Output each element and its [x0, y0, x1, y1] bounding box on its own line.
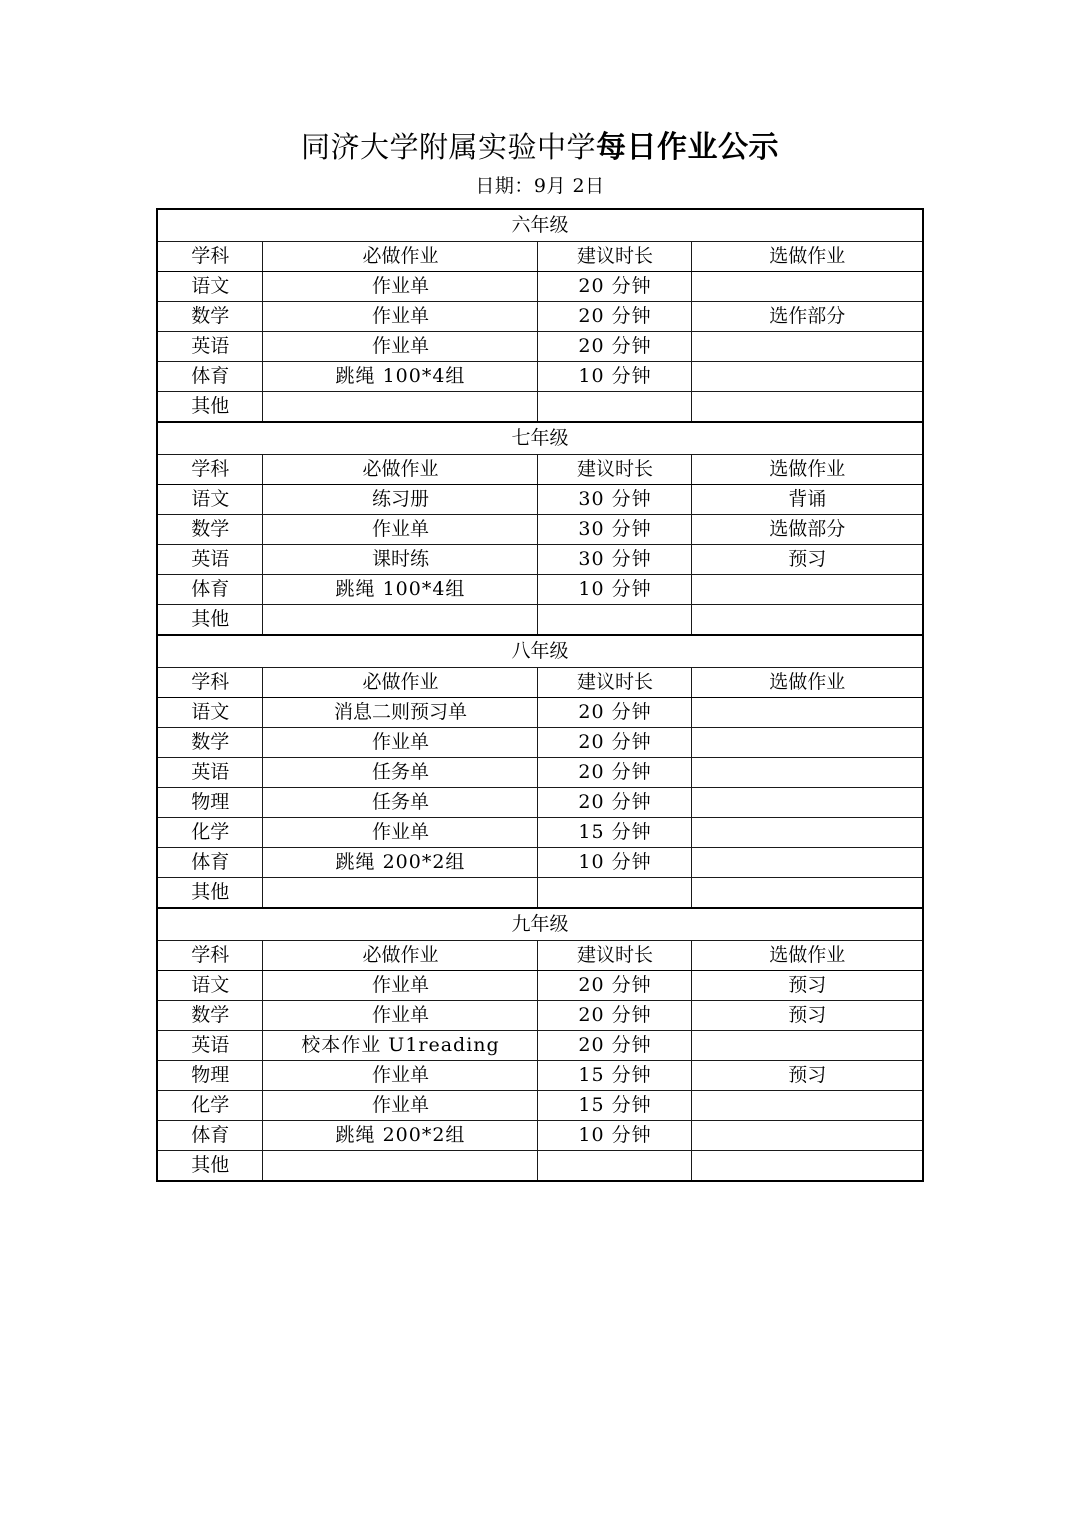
optional-homework-cell — [692, 1151, 923, 1182]
duration-cell: 30 分钟 — [538, 485, 692, 515]
column-header-cell: 选做作业 — [692, 455, 923, 485]
table-row — [157, 788, 923, 818]
table-row — [157, 605, 923, 636]
column-header-cell: 必做作业 — [263, 455, 538, 485]
subject-cell: 英语 — [157, 332, 263, 362]
subject-cell: 数学 — [157, 1001, 263, 1031]
required-homework-cell: 作业单 — [263, 1091, 538, 1121]
required-homework-cell: 作业单 — [263, 728, 538, 758]
table-row — [157, 728, 923, 758]
table-row — [157, 1091, 923, 1121]
required-homework-cell — [263, 878, 538, 909]
column-header-row — [157, 941, 923, 971]
required-homework-cell: 任务单 — [263, 788, 538, 818]
grade-section-header — [157, 209, 923, 242]
optional-homework-cell: 预习 — [692, 1061, 923, 1091]
subject-cell: 数学 — [157, 302, 263, 332]
column-header-row — [157, 455, 923, 485]
required-homework-cell: 跳绳 100*4组 — [263, 362, 538, 392]
subject-cell: 语文 — [157, 698, 263, 728]
duration-cell: 10 分钟 — [538, 362, 692, 392]
table-row — [157, 878, 923, 909]
duration-cell — [538, 392, 692, 423]
column-header-row — [157, 242, 923, 272]
grade-section-header — [157, 422, 923, 455]
subject-cell: 英语 — [157, 1031, 263, 1061]
column-header-cell: 建议时长 — [538, 455, 692, 485]
required-homework-cell: 任务单 — [263, 758, 538, 788]
required-homework-cell — [263, 605, 538, 636]
subject-cell: 物理 — [157, 788, 263, 818]
subject-cell: 语文 — [157, 272, 263, 302]
required-homework-cell: 消息二则预习单 — [263, 698, 538, 728]
duration-cell: 20 分钟 — [538, 728, 692, 758]
grade-label: 六年级 — [157, 209, 923, 242]
table-row — [157, 392, 923, 423]
optional-homework-cell — [692, 1091, 923, 1121]
grade-section-header — [157, 908, 923, 941]
column-header-cell: 选做作业 — [692, 668, 923, 698]
subject-cell: 其他 — [157, 1151, 263, 1182]
column-header-cell: 建议时长 — [538, 941, 692, 971]
column-header-cell: 必做作业 — [263, 242, 538, 272]
table-row — [157, 818, 923, 848]
table-row — [157, 545, 923, 575]
table-row — [157, 848, 923, 878]
subject-cell: 体育 — [157, 362, 263, 392]
column-header-row — [157, 668, 923, 698]
duration-cell: 15 分钟 — [538, 1091, 692, 1121]
duration-cell: 10 分钟 — [538, 575, 692, 605]
table-row — [157, 362, 923, 392]
homework-table-body — [157, 209, 923, 1181]
optional-homework-cell — [692, 818, 923, 848]
page-title-tail: 每日作业公示 — [596, 130, 779, 165]
optional-homework-cell — [692, 1121, 923, 1151]
table-row — [157, 698, 923, 728]
required-homework-cell: 作业单 — [263, 818, 538, 848]
subject-cell: 英语 — [157, 545, 263, 575]
column-header-cell: 学科 — [157, 242, 263, 272]
homework-table — [156, 208, 924, 1182]
optional-homework-cell — [692, 698, 923, 728]
column-header-cell: 建议时长 — [538, 242, 692, 272]
table-row — [157, 1001, 923, 1031]
subject-cell: 英语 — [157, 758, 263, 788]
optional-homework-cell — [692, 272, 923, 302]
required-homework-cell: 作业单 — [263, 272, 538, 302]
duration-cell: 10 分钟 — [538, 1121, 692, 1151]
required-homework-cell: 作业单 — [263, 515, 538, 545]
column-header-cell: 学科 — [157, 668, 263, 698]
table-row — [157, 1121, 923, 1151]
duration-cell: 15 分钟 — [538, 818, 692, 848]
duration-cell: 30 分钟 — [538, 515, 692, 545]
required-homework-cell: 跳绳 200*2组 — [263, 848, 538, 878]
subject-cell: 体育 — [157, 1121, 263, 1151]
optional-homework-cell: 预习 — [692, 971, 923, 1001]
subject-cell: 化学 — [157, 1091, 263, 1121]
subject-cell: 语文 — [157, 485, 263, 515]
optional-homework-cell — [692, 878, 923, 909]
optional-homework-cell — [692, 758, 923, 788]
required-homework-cell: 校本作业 U1reading — [263, 1031, 538, 1061]
table-row — [157, 515, 923, 545]
optional-homework-cell: 选作部分 — [692, 302, 923, 332]
optional-homework-cell — [692, 1031, 923, 1061]
required-homework-cell — [263, 392, 538, 423]
duration-cell: 20 分钟 — [538, 698, 692, 728]
required-homework-cell: 作业单 — [263, 971, 538, 1001]
table-row — [157, 1061, 923, 1091]
duration-cell: 20 分钟 — [538, 788, 692, 818]
homework-table-wrap — [0, 208, 1080, 1182]
duration-cell: 20 分钟 — [538, 758, 692, 788]
subject-cell: 其他 — [157, 878, 263, 909]
optional-homework-cell — [692, 728, 923, 758]
table-row — [157, 272, 923, 302]
duration-cell: 20 分钟 — [538, 302, 692, 332]
table-row — [157, 575, 923, 605]
subject-cell: 数学 — [157, 728, 263, 758]
optional-homework-cell: 选做部分 — [692, 515, 923, 545]
duration-cell — [538, 605, 692, 636]
column-header-cell: 学科 — [157, 941, 263, 971]
subject-cell: 数学 — [157, 515, 263, 545]
subject-cell: 体育 — [157, 848, 263, 878]
page-title-lead: 同济大学附属实验中学 — [300, 130, 596, 164]
optional-homework-cell: 预习 — [692, 1001, 923, 1031]
optional-homework-cell — [692, 332, 923, 362]
duration-cell: 20 分钟 — [538, 1001, 692, 1031]
table-row — [157, 1151, 923, 1182]
grade-label: 七年级 — [157, 422, 923, 455]
grade-section-header — [157, 635, 923, 668]
required-homework-cell: 作业单 — [263, 1001, 538, 1031]
optional-homework-cell — [692, 788, 923, 818]
subject-cell: 体育 — [157, 575, 263, 605]
duration-cell: 20 分钟 — [538, 1031, 692, 1061]
column-header-cell: 学科 — [157, 455, 263, 485]
subject-cell: 其他 — [157, 392, 263, 423]
required-homework-cell: 课时练 — [263, 545, 538, 575]
subject-cell: 化学 — [157, 818, 263, 848]
table-row — [157, 1031, 923, 1061]
table-row — [157, 758, 923, 788]
title-block — [0, 0, 1080, 199]
optional-homework-cell — [692, 575, 923, 605]
table-row — [157, 332, 923, 362]
table-row — [157, 485, 923, 515]
column-header-cell: 必做作业 — [263, 668, 538, 698]
optional-homework-cell — [692, 362, 923, 392]
optional-homework-cell: 预习 — [692, 545, 923, 575]
required-homework-cell: 跳绳 100*4组 — [263, 575, 538, 605]
column-header-cell: 选做作业 — [692, 242, 923, 272]
required-homework-cell — [263, 1151, 538, 1182]
duration-cell: 10 分钟 — [538, 848, 692, 878]
duration-cell — [538, 878, 692, 909]
subject-cell: 物理 — [157, 1061, 263, 1091]
optional-homework-cell — [692, 605, 923, 636]
column-header-cell: 选做作业 — [692, 941, 923, 971]
required-homework-cell: 跳绳 200*2组 — [263, 1121, 538, 1151]
required-homework-cell: 作业单 — [263, 332, 538, 362]
date-line: 日期：9月 2日 — [475, 175, 605, 197]
optional-homework-cell — [692, 848, 923, 878]
duration-cell: 20 分钟 — [538, 971, 692, 1001]
duration-cell: 20 分钟 — [538, 332, 692, 362]
column-header-cell: 必做作业 — [263, 941, 538, 971]
subject-cell: 语文 — [157, 971, 263, 1001]
optional-homework-cell: 背诵 — [692, 485, 923, 515]
column-header-cell: 建议时长 — [538, 668, 692, 698]
duration-cell — [538, 1151, 692, 1182]
duration-cell: 15 分钟 — [538, 1061, 692, 1091]
required-homework-cell: 练习册 — [263, 485, 538, 515]
page-title — [0, 128, 1080, 167]
grade-label: 九年级 — [157, 908, 923, 941]
subject-cell: 其他 — [157, 605, 263, 636]
table-row — [157, 302, 923, 332]
optional-homework-cell — [692, 392, 923, 423]
duration-cell: 30 分钟 — [538, 545, 692, 575]
required-homework-cell: 作业单 — [263, 1061, 538, 1091]
required-homework-cell: 作业单 — [263, 302, 538, 332]
duration-cell: 20 分钟 — [538, 272, 692, 302]
table-row — [157, 971, 923, 1001]
grade-label: 八年级 — [157, 635, 923, 668]
